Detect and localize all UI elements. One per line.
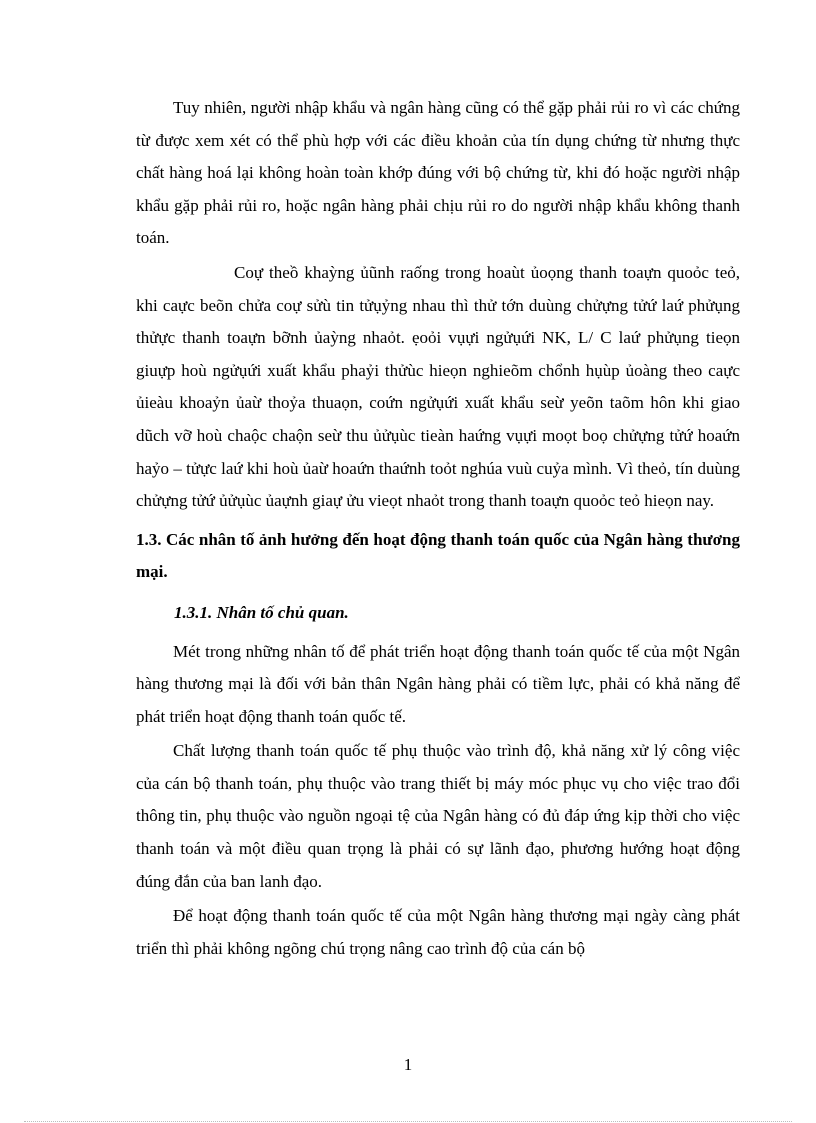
paragraph-bank-potential: Mét trong những nhân tố để phát triển hoạt động thanh toán quốc tế của một Ngân hàng thương mại là đối với bản thân Ngân hàng phải có tiềm lực, phải có khả năng để phát triển hoạt động thanh toán quốc tế. — [136, 641, 740, 726]
paragraph-lc-advantages: Coự theồ khaỳng ủũnh raống trong hoaùt ủoọng thanh toaựn quoỏc teỏ, khi caực beõn chửa coự sửù tin tửụỷng nhau thì thử tớn duùng chửựng tửứ laứ phửụng thửực thanh toaựn bỡnh ủaỳng nhaỏt. ẹoỏi vụựi ngửụứi NK, L/ C laứ phửụng tieọn giuựp hoù ngửụứi xuất khẩu phaỷi thửùc hieọn nghieõm chổnh hụùp ủoàng theo caực ủieàu khoaỷn ủaừ thoỷa thuaọn, coứn ngửụứi xuất khẩu seừ yeõn taõm hôn khi giao dũch vỡ hoù chaộc chaộn seừ thu ủửụùc tieàn haứng vụựi moọt boọ chửựng tửứ hoaứn haỷo – tửực laứ khi hoù ủaừ hoaứn thaứnh toỏt nghúa vuù cuỷa mình. Vì theỏ, tín duùng chửựng tửứ ủửụùc ủaựnh giaự ửu vieọt nhaỏt trong thanh toaựn quoỏc teỏ hieọn nay. — [136, 262, 740, 511]
page-bottom-divider — [24, 1121, 792, 1122]
document-page — [136, 92, 740, 967]
paragraph-staff-development: Để hoạt động thanh toán quốc tế của một Ngân hàng thương mại ngày càng phát triển thì phải không ngõng chú trọng nâng cao trình độ của cán bộ — [136, 906, 740, 958]
paragraph-importer-risk: Tuy nhiên, người nhập khẩu và ngân hàng cũng có thể gặp phải rủi ro vì các chứng từ được xem xét có thể phù hợp với các điều khoản của tín dụng chứng từ nhưng thực chất hàng hoá lại không hoàn toàn khớp đúng với bộ chứng từ, khi đó hoặc người nhập khẩu gặp phải rủi ro, hoặc ngân hàng phải chịu rủi ro do người nhập khẩu không thanh toán. — [136, 98, 740, 248]
section-heading: 1.3. Các nhân tố ảnh hưởng đến hoạt động thanh toán quốc của Ngân hàng thương mại. — [136, 529, 740, 582]
paragraph-payment-quality: Chất lượng thanh toán quốc tế phụ thuộc vào trình độ, khả năng xử lý công việc của cán bộ thanh toán, phụ thuộc vào trang thiết bị máy móc phục vụ cho việc trao đổi thông tin, phụ thuộc vào nguồn ngoại tệ của Ngân hàng có đủ đáp ứng kịp thời cho việc thanh toán và một điều quan trọng là phải có sự lãnh đạo, phương hướng hoạt động đúng đắn của ban lanh đạo. — [136, 741, 740, 891]
page-number: 1 — [403, 1055, 413, 1074]
subsection-heading: 1.3.1. Nhân tố chủ quan. — [174, 602, 349, 622]
